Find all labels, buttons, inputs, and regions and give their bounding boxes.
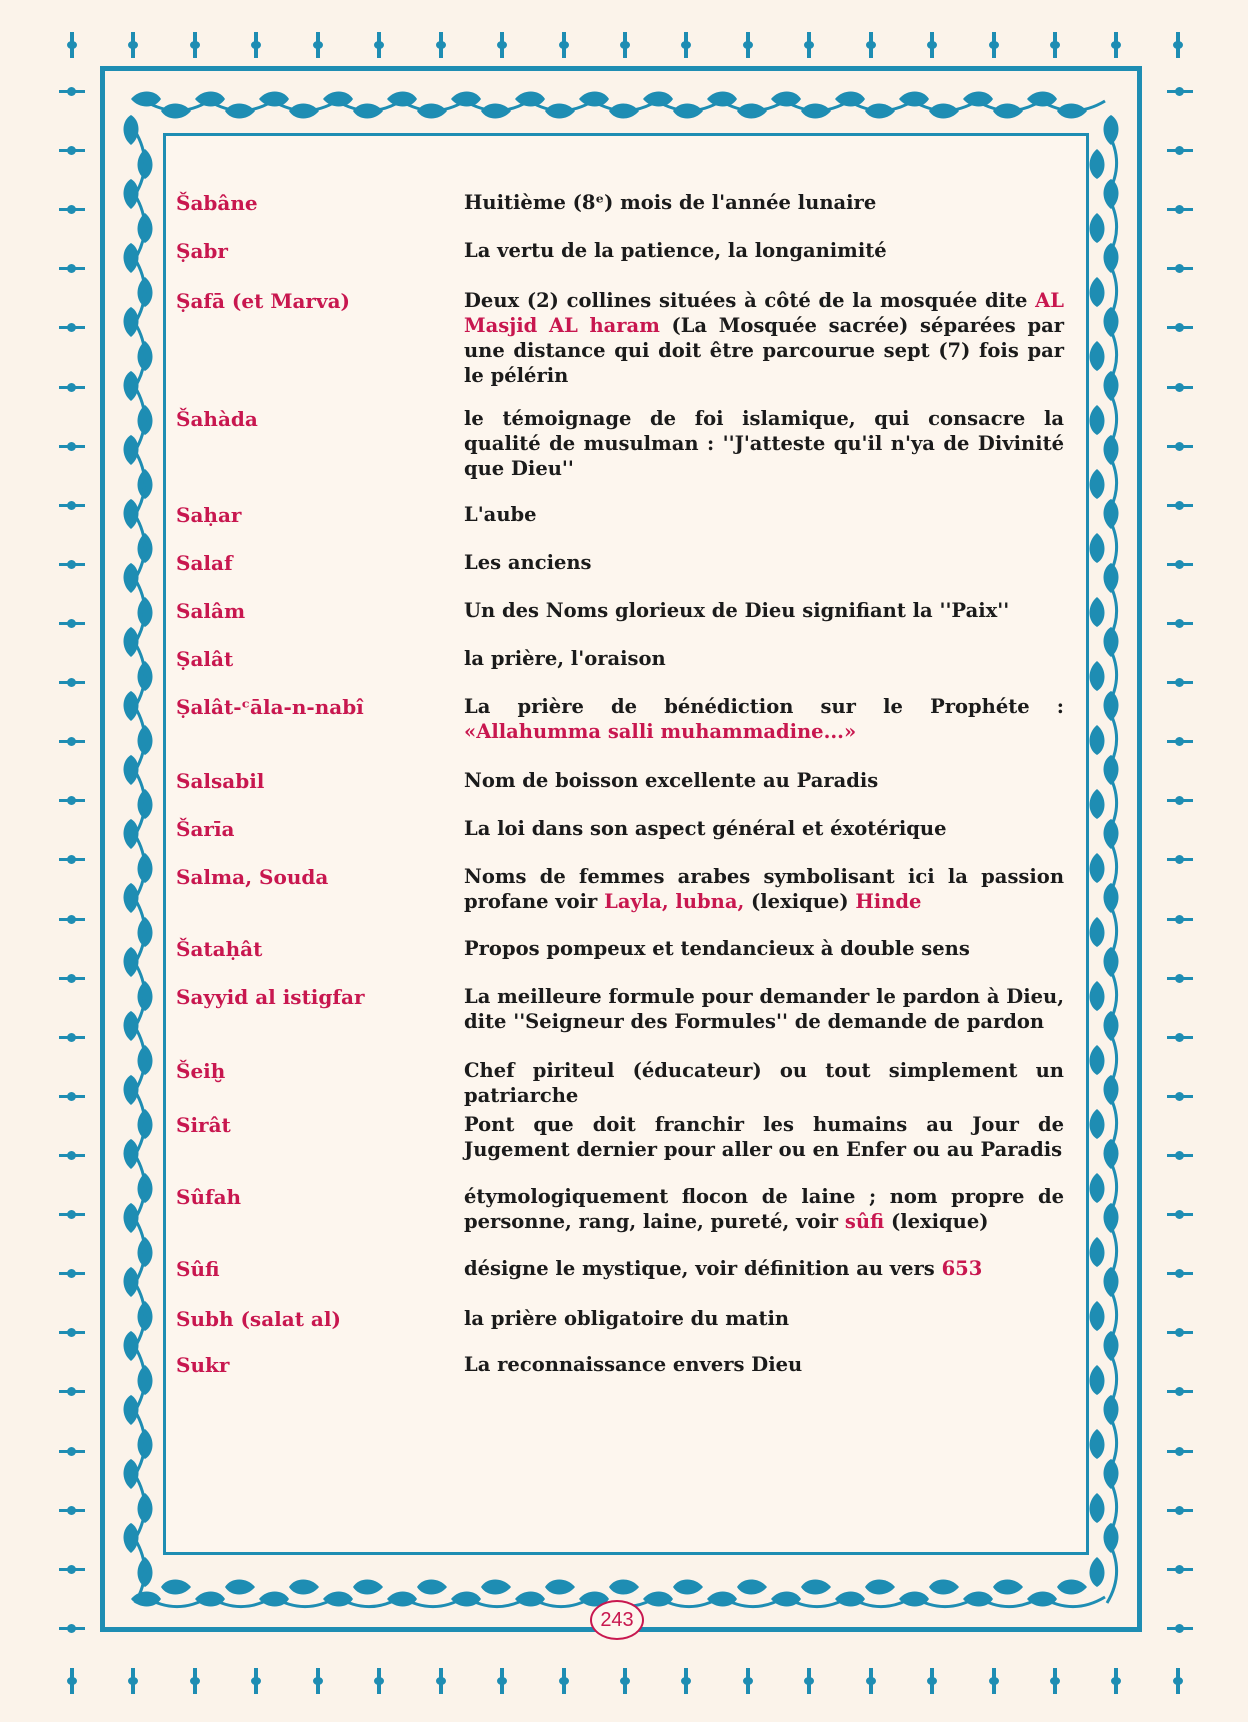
glossary-term: Sûfi <box>176 1257 220 1281</box>
highlighted-reference: Hinde <box>855 890 922 913</box>
glossary-definition <box>464 238 1064 264</box>
arabesque-leaf-ornament <box>1090 1109 1105 1139</box>
arabesque-leaf-ornament <box>124 1203 139 1233</box>
arabesque-leaf-ornament <box>124 115 139 145</box>
border-tick-ornament <box>1167 622 1193 625</box>
glossary-term: Sayyid al istigfar <box>176 985 365 1009</box>
border-tick-ornament <box>1167 740 1193 743</box>
border-tick-ornament <box>1167 208 1193 211</box>
arabesque-leaf-ornament <box>993 1580 1023 1595</box>
border-tick-ornament <box>1167 1272 1193 1275</box>
arabesque-leaf-ornament <box>124 1011 139 1041</box>
glossary-definition <box>464 694 1064 744</box>
definition-text: (La Mosquée sacrée) séparées par une distance qui doit être parcourue sept (7) fois par le pélérin <box>464 314 1064 387</box>
border-tick-ornament <box>59 622 85 625</box>
border-tick-ornament <box>500 32 504 58</box>
arabesque-leaf-ornament <box>1090 277 1105 307</box>
border-tick-ornament <box>1167 326 1193 329</box>
glossary-term: Sukr <box>176 1353 230 1377</box>
border-tick-ornament <box>746 1668 750 1694</box>
border-tick-ornament <box>59 799 85 802</box>
definition-text: le témoignage de foi islamique, qui consacre la qualité de musulman : ''J'atteste qu'il n'ya de Divinité que Dieu'' <box>464 407 1064 480</box>
left-tick-column <box>52 90 92 1630</box>
definition-text: Huitième (8ᵉ) mois de l'année lunaire <box>464 191 877 214</box>
glossary-definition <box>464 406 1064 481</box>
arabesque-leaf-ornament <box>124 371 139 401</box>
arabesque-leaf-ornament <box>1090 341 1105 371</box>
border-tick-ornament <box>1167 858 1193 861</box>
border-tick-ornament <box>59 740 85 743</box>
glossary-definition <box>464 598 1064 624</box>
arabesque-leaf-ornament <box>1090 1045 1105 1075</box>
border-tick-ornament <box>1167 563 1193 566</box>
border-tick-ornament <box>59 1095 85 1098</box>
definition-text: La meilleure formule pour demander le pardon à Dieu, dite ''Seigneur des Formules'' de demande de pardon <box>464 985 1064 1033</box>
border-tick-ornament <box>684 32 688 58</box>
glossary-entry <box>176 646 1076 672</box>
glossary-entry <box>176 936 1076 962</box>
page-number: 243 <box>590 1600 644 1640</box>
arabesque-leaf-ornament <box>124 1331 139 1361</box>
arabesque-leaf-ornament <box>1090 213 1105 243</box>
border-tick-ornament <box>70 1668 74 1694</box>
border-tick-ornament <box>1176 1668 1180 1694</box>
glossary-definition <box>464 816 1064 842</box>
arabesque-leaf-ornament <box>1090 1173 1105 1203</box>
glossary-definition <box>464 768 1064 794</box>
border-tick-ornament <box>70 32 74 58</box>
border-tick-ornament <box>316 32 320 58</box>
border-tick-ornament <box>439 1668 443 1694</box>
glossary-term: Šarīa <box>176 817 235 841</box>
border-tick-ornament <box>316 1668 320 1694</box>
border-tick-ornament <box>1167 799 1193 802</box>
border-tick-ornament <box>1053 32 1057 58</box>
border-tick-ornament <box>59 1509 85 1512</box>
border-tick-ornament <box>623 32 627 58</box>
border-tick-ornament <box>59 977 85 980</box>
arabesque-leaf-ornament <box>124 1523 139 1553</box>
glossary-definition <box>464 1256 1064 1282</box>
border-tick-ornament <box>684 1668 688 1694</box>
glossary-definition <box>464 1112 1064 1162</box>
border-tick-ornament <box>869 1668 873 1694</box>
definition-text: L'aube <box>464 503 537 526</box>
glossary-term: Sûfah <box>176 1185 242 1209</box>
arabesque-leaf-ornament <box>1090 149 1105 179</box>
arabesque-leaf-ornament <box>124 307 139 337</box>
glossary-term: Šataḥât <box>176 937 263 961</box>
arabesque-leaf-ornament <box>124 755 139 785</box>
border-tick-ornament <box>59 1568 85 1571</box>
definition-text: Chef piriteul (éducateur) ou tout simplement un patriarche <box>464 1059 1064 1107</box>
definition-text: La loi dans son aspect général et éxotérique <box>464 817 947 840</box>
border-tick-ornament <box>1167 1036 1193 1039</box>
definition-text: La prière de bénédiction sur le Prophéte : <box>464 695 1064 718</box>
border-tick-ornament <box>193 32 197 58</box>
arabesque-leaf-ornament <box>801 1580 831 1595</box>
glossary-entry <box>176 1352 1076 1378</box>
border-tick-ornament <box>59 1036 85 1039</box>
definition-text: étymologiquement flocon de laine ; nom propre de personne, rang, laine, pureté, voir <box>464 1185 1064 1233</box>
glossary-term: Šabâne <box>176 191 258 215</box>
definition-text: désigne le mystique, voir définition au vers <box>464 1257 942 1280</box>
glossary-entry <box>176 502 1076 528</box>
border-tick-ornament <box>59 681 85 684</box>
border-tick-ornament <box>1167 1509 1193 1512</box>
border-tick-ornament <box>254 32 258 58</box>
arabesque-leaf-ornament <box>124 1139 139 1169</box>
arabesque-leaf-ornament <box>124 1459 139 1489</box>
glossary-definition <box>464 1352 1064 1378</box>
glossary-entry <box>176 1112 1076 1162</box>
border-tick-ornament <box>59 1213 85 1216</box>
glossary-entry <box>176 1256 1076 1282</box>
arabesque-leaf-ornament <box>124 243 139 273</box>
border-tick-ornament <box>930 32 934 58</box>
border-tick-ornament <box>1167 1450 1193 1453</box>
top-tick-row <box>70 30 1180 60</box>
glossary-term: Ṣafā (et Marva) <box>176 289 350 313</box>
arabesque-leaf-ornament <box>353 1580 383 1595</box>
arabesque-leaf-ornament <box>865 1580 895 1595</box>
arabesque-leaf-ornament <box>1090 981 1105 1011</box>
glossary-entry <box>176 864 1076 914</box>
highlighted-reference: «Allahumma salli muhammadine...» <box>464 720 857 743</box>
glossary-term: Sirât <box>176 1113 231 1137</box>
arabesque-leaf-ornament <box>124 1075 139 1105</box>
glossary-definition <box>464 1058 1064 1108</box>
arabesque-leaf-ornament <box>1090 725 1105 755</box>
arabesque-leaf-ornament <box>545 1580 575 1595</box>
glossary-entry <box>176 984 1076 1034</box>
glossary-definition <box>464 1184 1064 1234</box>
border-tick-ornament <box>1167 1331 1193 1334</box>
border-tick-ornament <box>992 32 996 58</box>
border-tick-ornament <box>59 267 85 270</box>
definition-text: Propos pompeux et tendancieux à double sens <box>464 937 970 960</box>
border-tick-ornament <box>623 1668 627 1694</box>
arabesque-leaf-ornament <box>1090 1429 1105 1459</box>
arabesque-leaf-ornament <box>1090 1301 1105 1331</box>
border-tick-ornament <box>1167 1568 1193 1571</box>
arabesque-leaf-ornament <box>417 1580 447 1595</box>
glossary-definition <box>464 984 1064 1034</box>
arabesque-leaf-ornament <box>609 1580 639 1595</box>
glossary-term: Šahàda <box>176 407 258 431</box>
glossary-term: Salâm <box>176 599 246 623</box>
glossary-term: Ṣalât-ᶜāla-n-nabî <box>176 695 364 719</box>
arabesque-leaf-ornament <box>124 435 139 465</box>
definition-text: Noms de femmes arabes symbolisant ici la passion profane voir <box>464 865 1064 913</box>
glossary-term: Saḥar <box>176 503 242 527</box>
border-tick-ornament <box>59 90 85 93</box>
arabesque-leaf-ornament <box>1090 469 1105 499</box>
arabesque-leaf-ornament <box>225 1580 255 1595</box>
border-tick-ornament <box>500 1668 504 1694</box>
border-tick-ornament <box>1167 977 1193 980</box>
arabesque-leaf-ornament <box>1090 405 1105 435</box>
definition-text: Nom de boisson excellente au Paradis <box>464 769 879 792</box>
border-tick-ornament <box>59 208 85 211</box>
definition-text: la prière, l'oraison <box>464 647 666 670</box>
arabesque-leaf-ornament <box>124 563 139 593</box>
definition-text: La reconnaissance envers Dieu <box>464 1353 803 1376</box>
border-tick-ornament <box>59 563 85 566</box>
glossary-term: Salaf <box>176 551 233 575</box>
glossary-entry <box>176 694 1076 744</box>
border-tick-ornament <box>562 1668 566 1694</box>
arabesque-leaf-ornament <box>481 1580 511 1595</box>
highlighted-reference: Layla, lubna, <box>604 890 745 913</box>
border-tick-ornament <box>59 1390 85 1393</box>
border-tick-ornament <box>59 1272 85 1275</box>
glossary-term: Subh (salat al) <box>176 1307 341 1331</box>
highlighted-reference: sûfi <box>844 1210 885 1233</box>
border-tick-ornament <box>59 445 85 448</box>
arabesque-leaf-ornament <box>1090 597 1105 627</box>
arabesque-leaf-ornament <box>124 947 139 977</box>
border-tick-ornament <box>992 1668 996 1694</box>
highlighted-reference: 653 <box>941 1257 983 1280</box>
border-tick-ornament <box>1167 1627 1193 1630</box>
border-tick-ornament <box>59 149 85 152</box>
arabesque-leaf-ornament <box>124 179 139 209</box>
definition-text: (lexique) <box>884 1210 989 1233</box>
arabesque-leaf-ornament <box>929 1580 959 1595</box>
border-tick-ornament <box>1167 1095 1193 1098</box>
arabesque-leaf-ornament <box>1090 1365 1105 1395</box>
arabesque-leaf-ornament <box>124 1267 139 1297</box>
border-tick-ornament <box>1167 1213 1193 1216</box>
arabesque-leaf-ornament <box>1090 1493 1105 1523</box>
border-tick-ornament <box>1167 918 1193 921</box>
arabesque-leaf-ornament <box>1090 917 1105 947</box>
border-tick-ornament <box>1167 149 1193 152</box>
border-tick-ornament <box>1167 386 1193 389</box>
arabesque-leaf-ornament <box>124 499 139 529</box>
border-tick-ornament <box>746 32 750 58</box>
glossary-entry <box>176 768 1076 794</box>
glossary-definition <box>464 288 1064 388</box>
border-tick-ornament <box>1167 90 1193 93</box>
glossary-entry <box>176 1306 1076 1332</box>
border-tick-ornament <box>1114 32 1118 58</box>
border-tick-ornament <box>1167 504 1193 507</box>
glossary-term: Ṣalât <box>176 647 234 671</box>
arabesque-leaf-ornament <box>1090 661 1105 691</box>
border-tick-ornament <box>1167 1390 1193 1393</box>
border-tick-ornament <box>869 32 873 58</box>
border-tick-ornament <box>1167 1154 1193 1157</box>
arabesque-leaf-ornament <box>1090 853 1105 883</box>
border-tick-ornament <box>1053 1668 1057 1694</box>
border-tick-ornament <box>439 32 443 58</box>
border-tick-ornament <box>131 1668 135 1694</box>
arabesque-leaf-ornament <box>1090 1237 1105 1267</box>
arabesque-leaf-ornament <box>124 883 139 913</box>
glossary-entry <box>176 1058 1076 1108</box>
glossary-entry <box>176 288 1076 388</box>
border-tick-ornament <box>1176 32 1180 58</box>
arabesque-leaf-ornament <box>737 1580 767 1595</box>
arabesque-leaf-ornament <box>1090 533 1105 563</box>
glossary-definition <box>464 864 1064 914</box>
glossary-entry <box>176 550 1076 576</box>
definition-text: Deux (2) collines situées à côté de la mosquée dite <box>464 289 1036 312</box>
border-tick-ornament <box>59 504 85 507</box>
border-tick-ornament <box>59 1450 85 1453</box>
border-tick-ornament <box>131 32 135 58</box>
border-tick-ornament <box>59 386 85 389</box>
border-tick-ornament <box>59 1331 85 1334</box>
arabesque-leaf-ornament <box>124 627 139 657</box>
definition-text: Un des Noms glorieux de Dieu signifiant la ''Paix'' <box>464 599 1010 622</box>
highlighted-reference: AL Masjid AL haram <box>464 289 1064 337</box>
arabesque-leaf-ornament <box>124 1395 139 1425</box>
glossary-entry <box>176 598 1076 624</box>
arabesque-leaf-ornament <box>289 1580 319 1595</box>
glossary-entry <box>176 190 1076 216</box>
arabesque-leaf-ornament <box>1090 789 1105 819</box>
border-tick-ornament <box>254 1668 258 1694</box>
definition-text: La vertu de la patience, la longanimité <box>464 239 887 262</box>
glossary-entry <box>176 816 1076 842</box>
border-tick-ornament <box>193 1668 197 1694</box>
definition-text: (lexique) <box>744 890 856 913</box>
border-tick-ornament <box>1167 445 1193 448</box>
glossary-term: Ṣabr <box>176 239 228 263</box>
bottom-tick-row <box>70 1666 1180 1696</box>
glossary-definition <box>464 1306 1064 1332</box>
border-tick-ornament <box>59 858 85 861</box>
glossary-entry <box>176 406 1076 481</box>
border-tick-ornament <box>59 1154 85 1157</box>
arabesque-leaf-ornament <box>1057 1580 1087 1595</box>
arabesque-leaf-ornament <box>124 819 139 849</box>
border-tick-ornament <box>59 918 85 921</box>
border-tick-ornament <box>1167 267 1193 270</box>
border-tick-ornament <box>807 32 811 58</box>
border-tick-ornament <box>59 326 85 329</box>
glossary-entry <box>176 238 1076 264</box>
glossary-definition <box>464 550 1064 576</box>
border-tick-ornament <box>930 1668 934 1694</box>
border-tick-ornament <box>1114 1668 1118 1694</box>
arabesque-leaf-ornament <box>161 1580 191 1595</box>
definition-text: Pont que doit franchir les humains au Jour de Jugement dernier pour aller ou en Enfer ou au Paradis <box>464 1113 1064 1161</box>
right-tick-column <box>1160 90 1200 1630</box>
glossary-term: Salma, Souda <box>176 865 329 889</box>
arabesque-leaf-ornament <box>131 92 161 107</box>
border-tick-ornament <box>807 1668 811 1694</box>
glossary-definition <box>464 646 1064 672</box>
glossary-definition <box>464 190 1064 216</box>
definition-text: Les anciens <box>464 551 592 574</box>
glossary-term: Šeiḫ <box>176 1059 226 1083</box>
arabesque-leaf-ornament <box>673 1580 703 1595</box>
glossary-term: Salsabil <box>176 769 265 793</box>
arabesque-leaf-ornament <box>1090 1557 1105 1587</box>
glossary-definition <box>464 502 1064 528</box>
border-tick-ornament <box>562 32 566 58</box>
glossary-definition <box>464 936 1064 962</box>
border-tick-ornament <box>1167 681 1193 684</box>
border-tick-ornament <box>377 1668 381 1694</box>
arabesque-leaf-ornament <box>124 691 139 721</box>
glossary-entry <box>176 1184 1076 1234</box>
border-tick-ornament <box>59 1627 85 1630</box>
border-tick-ornament <box>377 32 381 58</box>
definition-text: la prière obligatoire du matin <box>464 1307 790 1330</box>
